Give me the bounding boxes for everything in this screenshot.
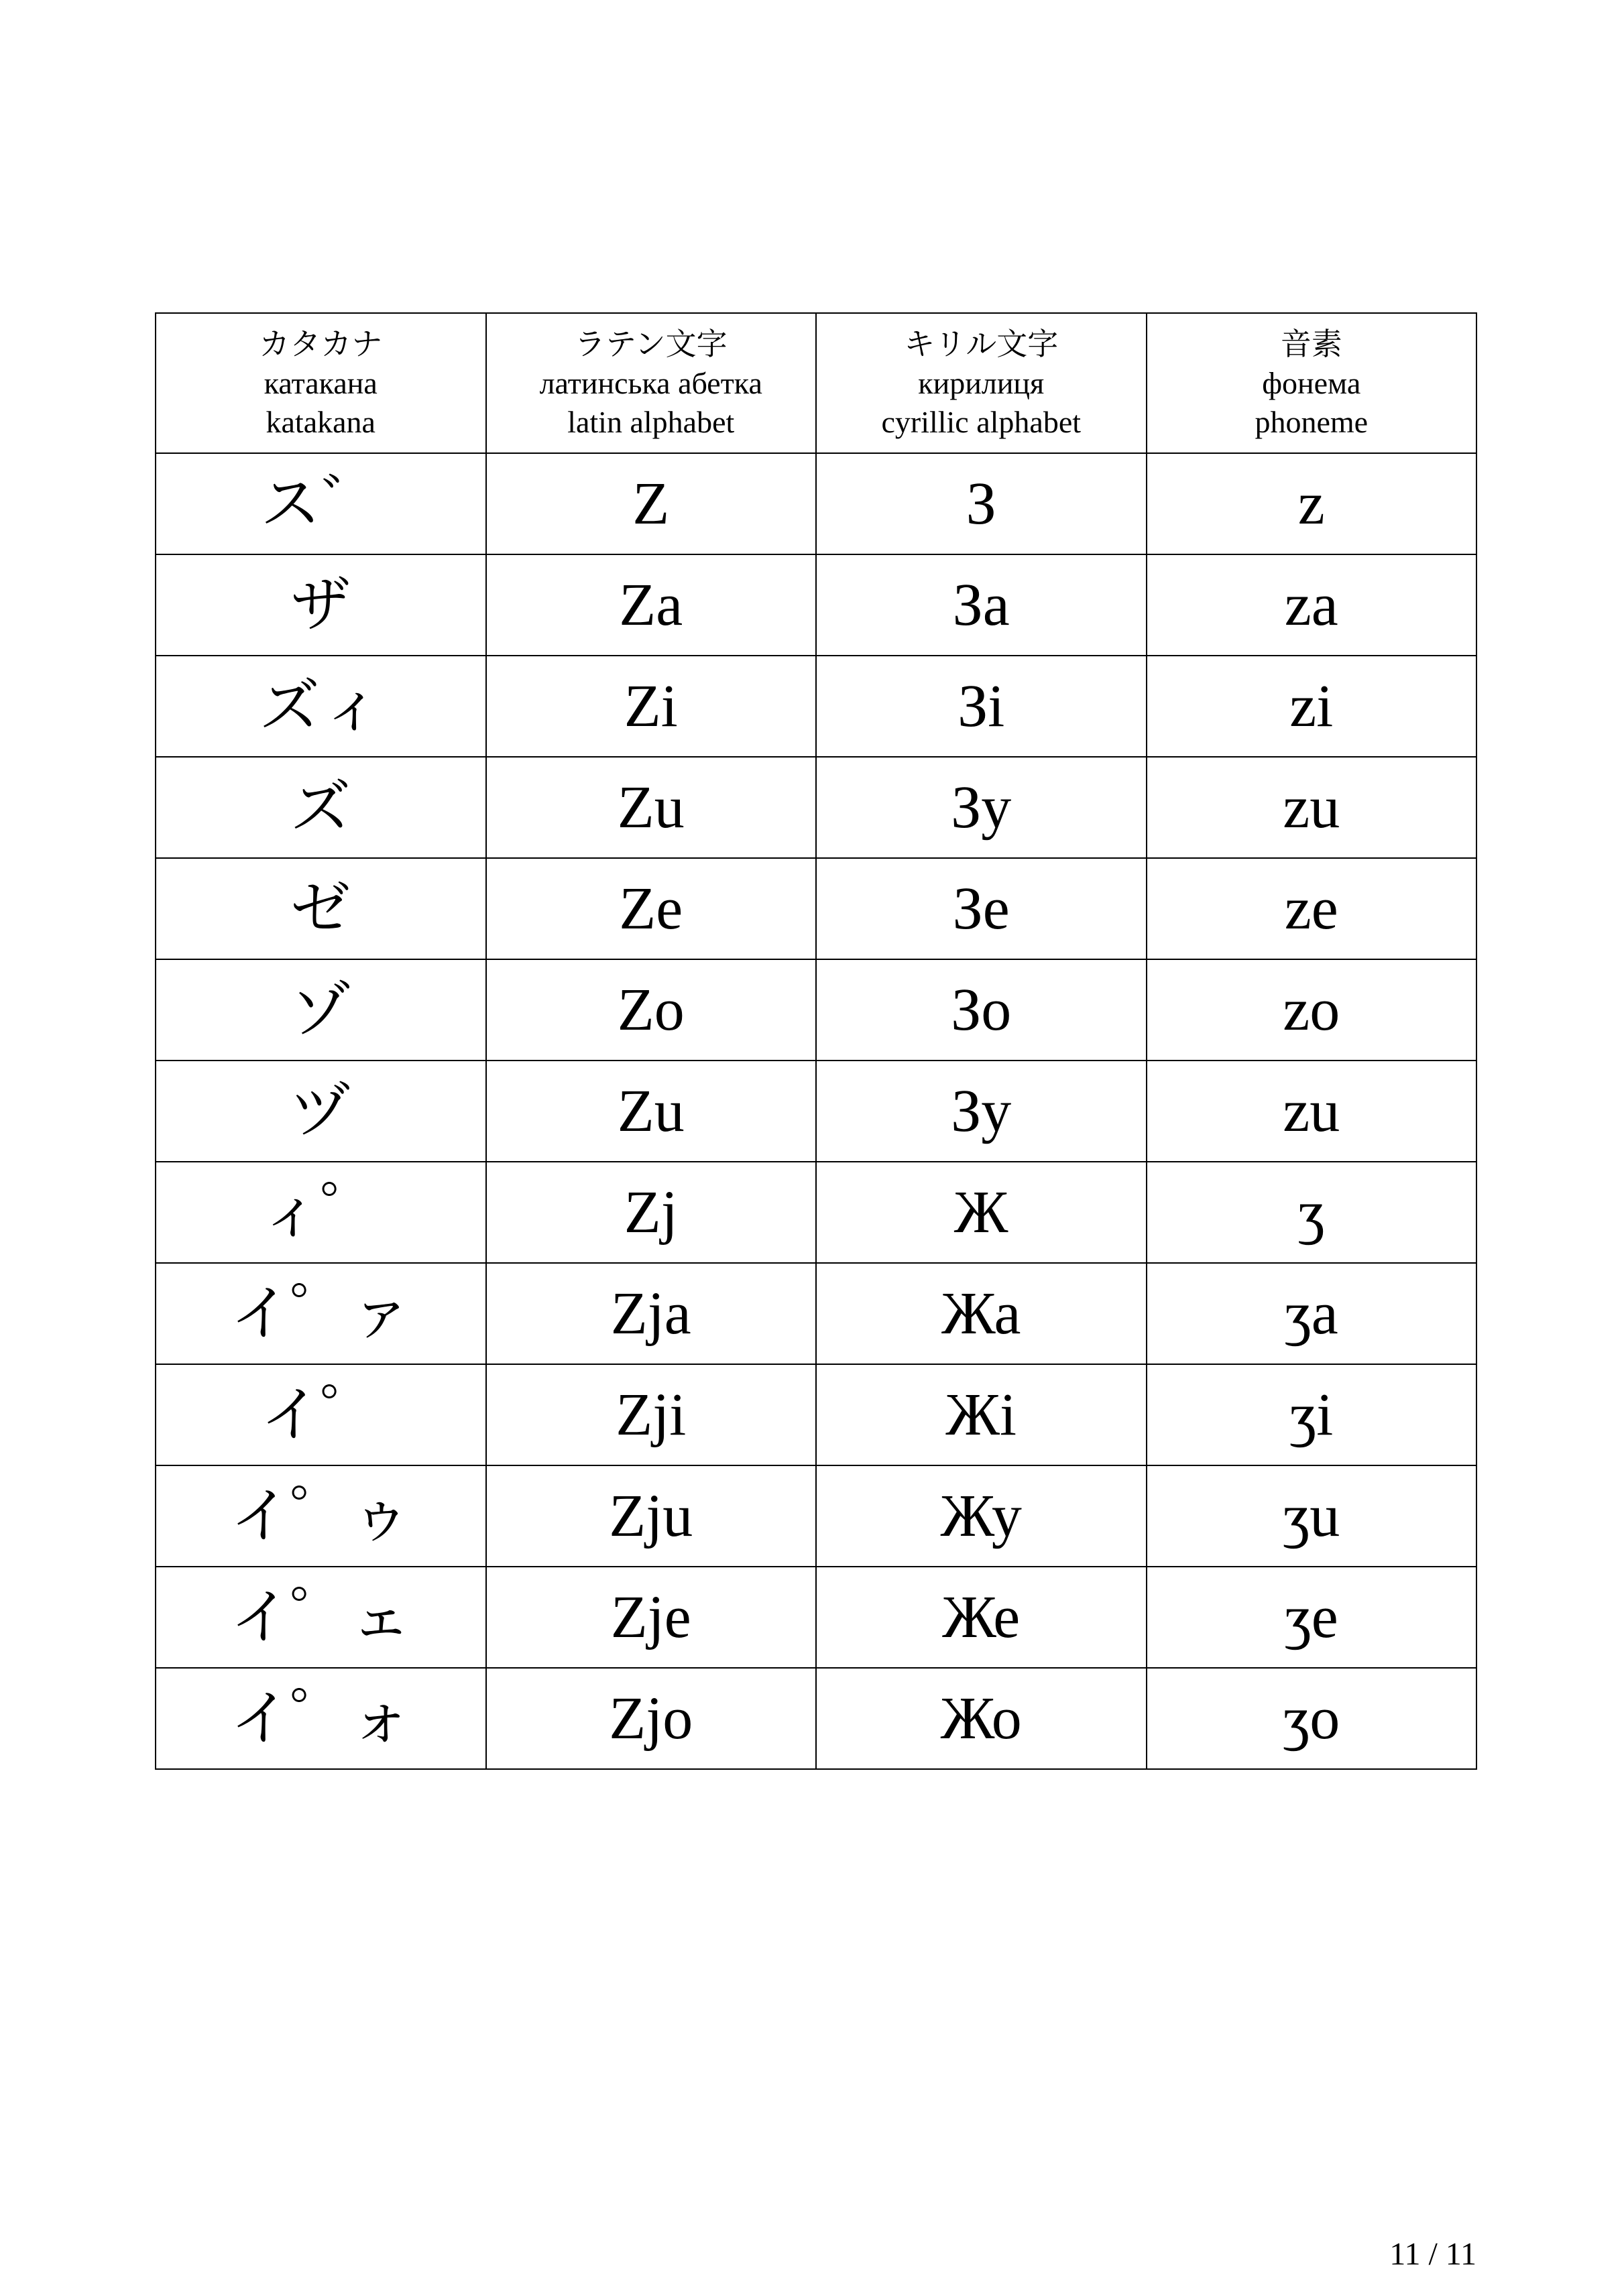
cell-phoneme: z xyxy=(1147,453,1477,554)
cell-latin: Zu xyxy=(486,757,817,858)
header-cyrillic xyxy=(816,313,1147,453)
table-row xyxy=(156,858,1476,959)
cell-latin: Ze xyxy=(486,858,817,959)
header-line: phoneme xyxy=(1255,404,1369,439)
cell-katakana: イ゜ゥ xyxy=(156,1465,486,1567)
cell-cyrillic: За xyxy=(816,554,1147,656)
cell-latin: Zju xyxy=(486,1465,817,1567)
cell-latin: Zjo xyxy=(486,1668,817,1769)
cell-cyrillic: Зу xyxy=(816,1061,1147,1162)
header-line: latin alphabet xyxy=(567,404,735,439)
cell-phoneme: zo xyxy=(1147,959,1477,1061)
cell-phoneme: ze xyxy=(1147,858,1477,959)
cell-phoneme: ʒu xyxy=(1147,1465,1477,1567)
cell-cyrillic: Зу xyxy=(816,757,1147,858)
table-row xyxy=(156,1567,1476,1668)
cell-latin: Z xyxy=(486,453,817,554)
transliteration-table xyxy=(155,312,1477,1770)
header-line: キリル文字 xyxy=(904,326,1059,361)
table-row xyxy=(156,1465,1476,1567)
cell-phoneme: ʒo xyxy=(1147,1668,1477,1769)
cell-phoneme: ʒ xyxy=(1147,1162,1477,1263)
table-row xyxy=(156,453,1476,554)
cell-latin: Zu xyxy=(486,1061,817,1162)
cell-katakana: ゾ xyxy=(156,959,486,1061)
cell-cyrillic: З xyxy=(816,453,1147,554)
table-row xyxy=(156,1263,1476,1364)
header-line: катакана xyxy=(264,365,378,400)
cell-phoneme: zu xyxy=(1147,1061,1477,1162)
cell-phoneme: zi xyxy=(1147,656,1477,757)
cell-katakana: イ゜ァ xyxy=(156,1263,486,1364)
header-line: кирилиця xyxy=(918,365,1045,400)
table-row xyxy=(156,1162,1476,1263)
cell-katakana: ザ xyxy=(156,554,486,656)
cell-phoneme: ʒi xyxy=(1147,1364,1477,1465)
cell-katakana: ズ xyxy=(156,757,486,858)
cell-phoneme: ʒe xyxy=(1147,1567,1477,1668)
cell-phoneme: zu xyxy=(1147,757,1477,858)
cell-phoneme: za xyxy=(1147,554,1477,656)
cell-latin: Zja xyxy=(486,1263,817,1364)
cell-cyrillic: Ж xyxy=(816,1162,1147,1263)
table-row xyxy=(156,656,1476,757)
cell-cyrillic: Жу xyxy=(816,1465,1147,1567)
cell-latin: Zje xyxy=(486,1567,817,1668)
header-line: katakana xyxy=(266,404,375,439)
header-line: латинська абетка xyxy=(539,365,762,400)
cell-cyrillic: Жо xyxy=(816,1668,1147,1769)
cell-katakana: ヅ xyxy=(156,1061,486,1162)
table-row xyxy=(156,757,1476,858)
cell-cyrillic: Зі xyxy=(816,656,1147,757)
table-row xyxy=(156,1364,1476,1465)
header-line: ラテン文字 xyxy=(574,326,728,361)
header-line: cyrillic alphabet xyxy=(881,404,1082,439)
page-number: 11 / 11 xyxy=(1389,2236,1476,2272)
table-row xyxy=(156,1061,1476,1162)
cell-katakana: イ゜ xyxy=(156,1364,486,1465)
header-katakana xyxy=(156,313,486,453)
cell-latin: Za xyxy=(486,554,817,656)
header-latin xyxy=(486,313,817,453)
cell-latin: Zo xyxy=(486,959,817,1061)
cell-katakana: イ゜ェ xyxy=(156,1567,486,1668)
header-line: фонема xyxy=(1262,365,1361,400)
cell-latin: Zi xyxy=(486,656,817,757)
cell-katakana: ズィ xyxy=(156,656,486,757)
cell-katakana: ス゛ xyxy=(156,453,486,554)
cell-cyrillic: Зе xyxy=(816,858,1147,959)
table-header-row xyxy=(156,313,1476,453)
cell-cyrillic: Жі xyxy=(816,1364,1147,1465)
cell-katakana: イ゜ォ xyxy=(156,1668,486,1769)
table-row xyxy=(156,554,1476,656)
header-phoneme xyxy=(1147,313,1477,453)
cell-cyrillic: Жа xyxy=(816,1263,1147,1364)
cell-katakana: ゼ xyxy=(156,858,486,959)
cell-latin: Zj xyxy=(486,1162,817,1263)
cell-phoneme: ʒa xyxy=(1147,1263,1477,1364)
header-line: 音素 xyxy=(1280,326,1342,361)
table-row xyxy=(156,959,1476,1061)
cell-cyrillic: Зо xyxy=(816,959,1147,1061)
table-row xyxy=(156,1668,1476,1769)
cell-katakana: ィ゜ xyxy=(156,1162,486,1263)
cell-latin: Zji xyxy=(486,1364,817,1465)
header-line: カタカナ xyxy=(259,326,383,361)
cell-cyrillic: Же xyxy=(816,1567,1147,1668)
